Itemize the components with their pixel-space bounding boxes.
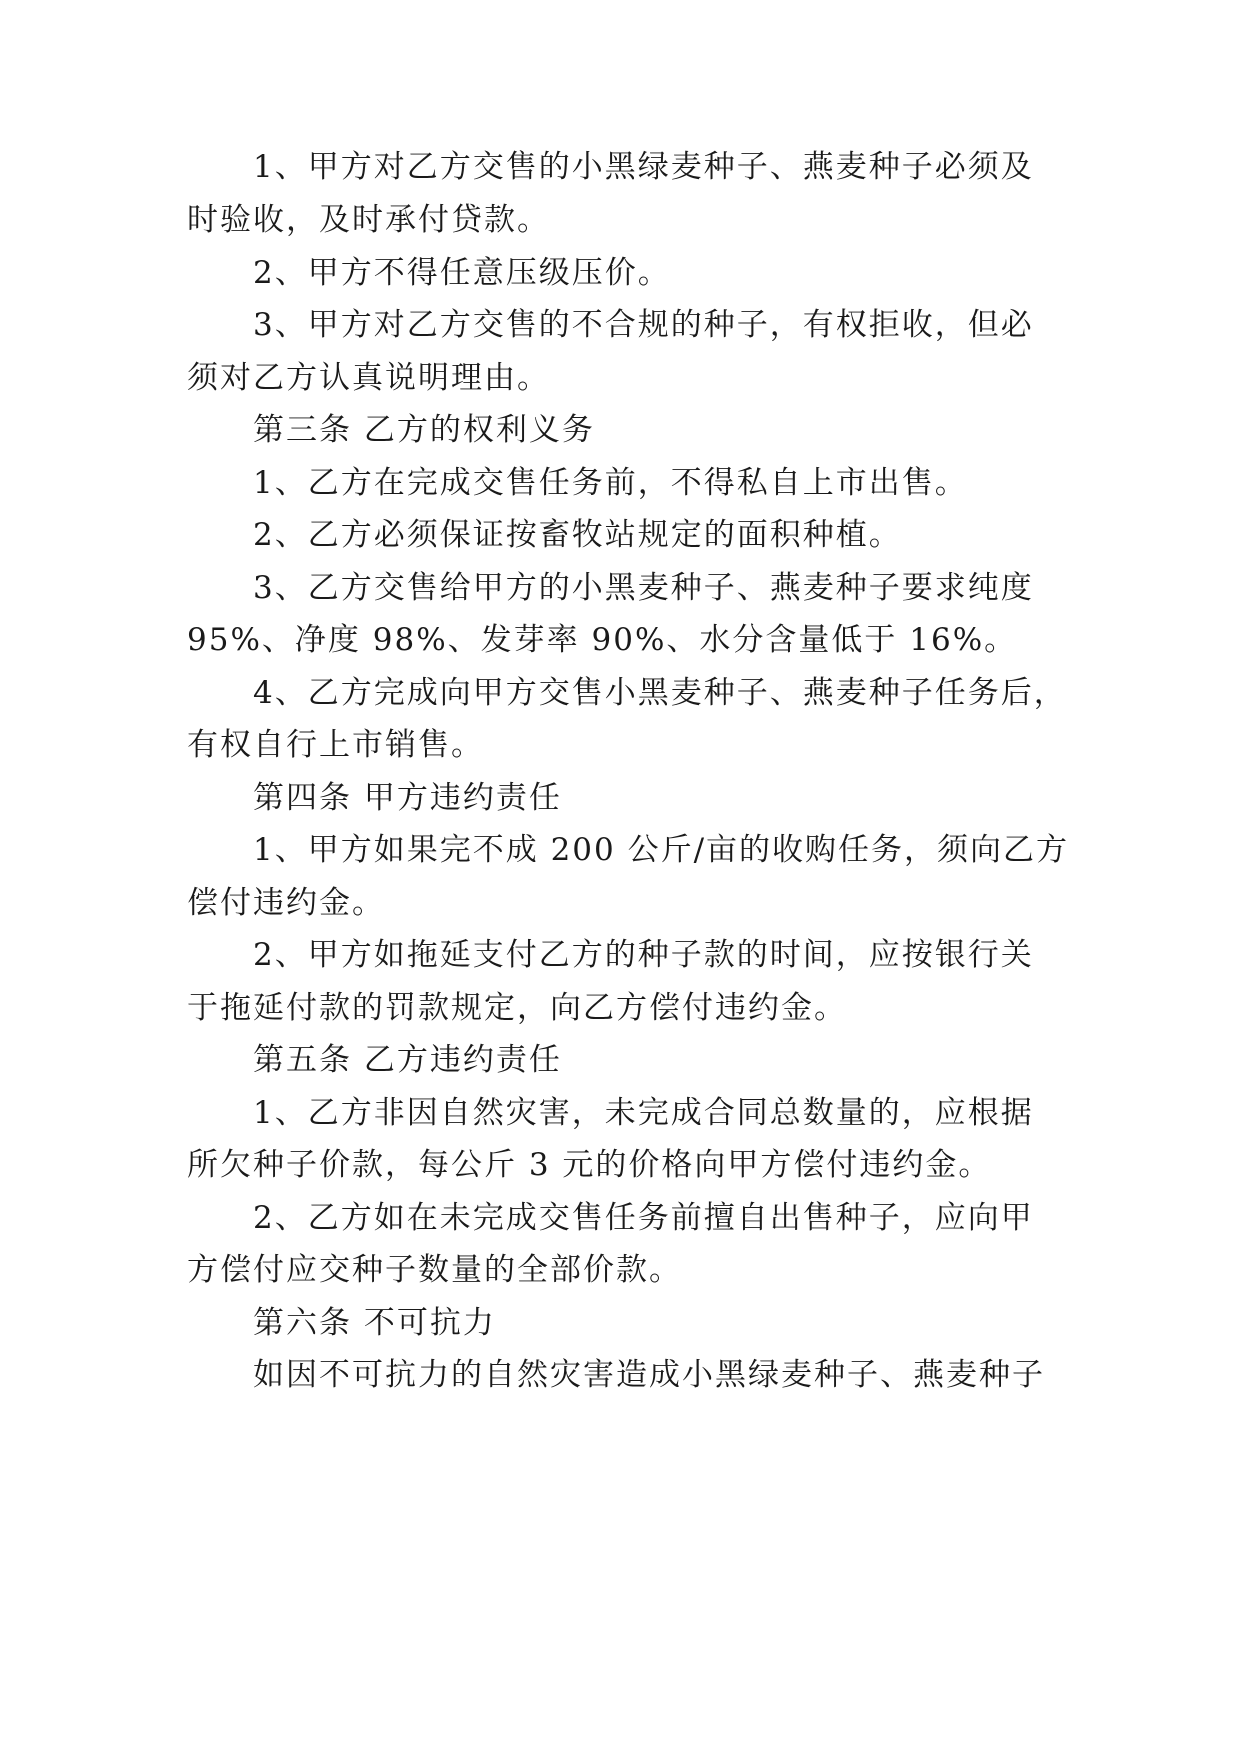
clause-3-heading: 第三条 乙方的权利义务 — [253, 412, 595, 448]
clause-2-item-1-line-2: 时验收，及时承付贷款。 — [187, 202, 550, 238]
clause-3-item-3-line-2: 95%、净度 98%、发芽率 90%、水分含量低于 16%。 — [187, 622, 1018, 658]
clause-3-item-2: 2、乙方必须保证按畜牧站规定的面积种植。 — [253, 517, 902, 553]
clause-6-paragraph-line-1: 如因不可抗力的自然灾害造成小黑绿麦种子、燕麦种子 — [253, 1357, 1045, 1393]
clause-3-item-4-line-2: 有权自行上市销售。 — [187, 727, 484, 763]
clause-3-item-1: 1、乙方在完成交售任务前，不得私自上市出售。 — [253, 465, 968, 501]
clause-2-item-3-line-2: 须对乙方认真说明理由。 — [187, 360, 550, 396]
clause-5-item-1-line-2: 所欠种子价款，每公斤 3 元的价格向甲方偿付违约金。 — [187, 1147, 992, 1183]
clause-5-item-2-line-1: 2、乙方如在未完成交售任务前擅自出售种子，应向甲 — [253, 1200, 1034, 1236]
clause-4-item-2-line-2: 于拖延付款的罚款规定，向乙方偿付违约金。 — [187, 990, 847, 1026]
clause-2-item-1-line-1: 1、甲方对乙方交售的小黑绿麦种子、燕麦种子必须及 — [253, 149, 1034, 185]
clause-4-item-1-line-1: 1、甲方如果完不成 200 公斤/亩的收购任务，须向乙方 — [253, 832, 1070, 868]
clause-5-item-2-line-2: 方偿付应交种子数量的全部价款。 — [187, 1252, 682, 1288]
clause-6-heading: 第六条 不可抗力 — [253, 1305, 496, 1341]
clause-3-item-4-line-1: 4、乙方完成向甲方交售小黑麦种子、燕麦种子任务后， — [253, 675, 1067, 711]
clause-5-heading: 第五条 乙方违约责任 — [253, 1042, 562, 1078]
clause-5-item-1-line-1: 1、乙方非因自然灾害，未完成合同总数量的，应根据 — [253, 1095, 1034, 1131]
clause-2-item-2: 2、甲方不得任意压级压价。 — [253, 255, 671, 291]
clause-4-item-1-line-2: 偿付违约金。 — [187, 885, 385, 921]
clause-2-item-3-line-1: 3、甲方对乙方交售的不合规的种子，有权拒收，但必 — [253, 307, 1034, 343]
clause-3-item-3-line-1: 3、乙方交售给甲方的小黑麦种子、燕麦种子要求纯度 — [253, 570, 1034, 606]
clause-4-heading: 第四条 甲方违约责任 — [253, 780, 562, 816]
clause-4-item-2-line-1: 2、甲方如拖延支付乙方的种子款的时间，应按银行关 — [253, 937, 1034, 973]
